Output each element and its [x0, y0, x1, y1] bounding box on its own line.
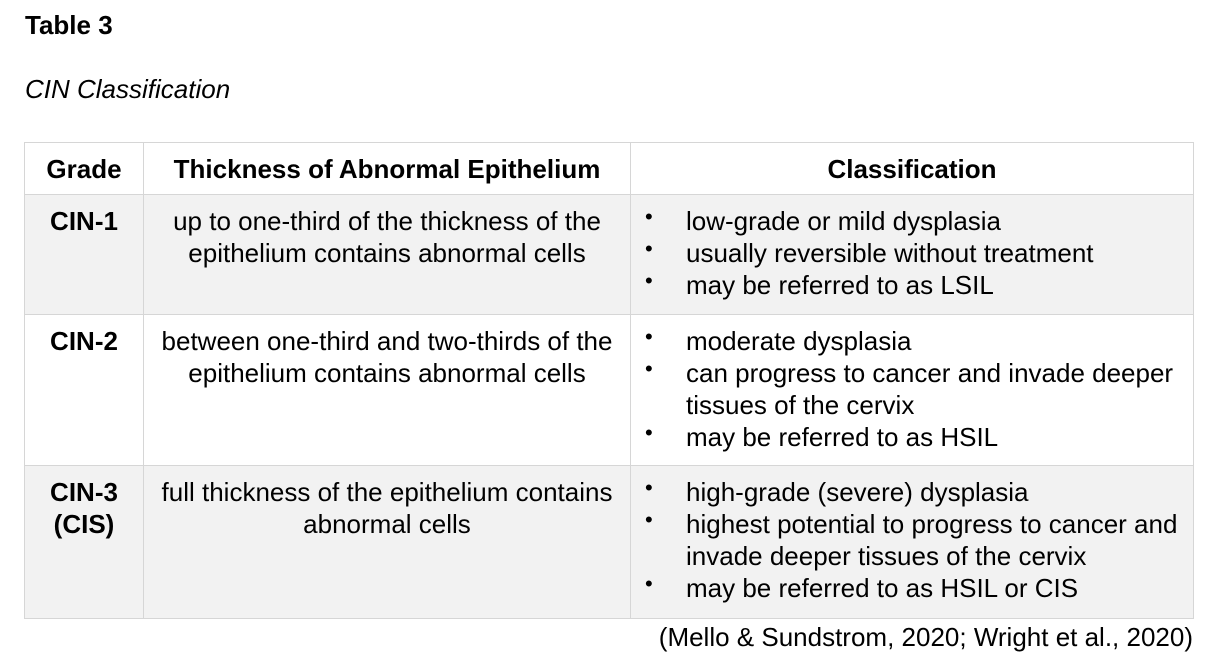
classification-text: may be referred to as LSIL: [686, 270, 994, 300]
table-title: CIN Classification: [25, 74, 231, 104]
classification-item: [639, 325, 1185, 357]
column-header-thickness: Thickness of Abnormal Epithelium: [144, 143, 631, 195]
bullet-icon: •: [645, 204, 653, 229]
bullet-icon: •: [645, 475, 653, 500]
bullet-icon: •: [645, 356, 653, 381]
grade-label: CIN-3: [50, 477, 118, 507]
classification-list: [639, 476, 1185, 604]
grade-cell: [25, 195, 144, 315]
classification-text: highest potential to progress to cancer and invade deeper tissues of the cervix: [686, 509, 1178, 571]
classification-cell: [631, 466, 1194, 619]
classification-text: may be referred to as HSIL or CIS: [686, 573, 1079, 603]
bullet-icon: •: [645, 324, 653, 349]
grade-cell: [25, 315, 144, 466]
classification-item: [639, 205, 1185, 237]
classification-list: [639, 325, 1185, 453]
classification-list: [639, 205, 1185, 301]
classification-item: [639, 237, 1185, 269]
bullet-icon: •: [645, 507, 653, 532]
classification-item: [639, 572, 1185, 604]
grade-label: CIN-2: [50, 326, 118, 356]
thickness-cell: full thickness of the epithelium contains abnormal cells: [144, 466, 631, 619]
table-row-cin-2: [25, 315, 1194, 466]
classification-text: may be referred to as HSIL: [686, 422, 999, 452]
thickness-cell: up to one-third of the thickness of the epithelium contains abnormal cells: [144, 195, 631, 315]
classification-item: [639, 269, 1185, 301]
citation: (Mello & Sundstrom, 2020; Wright et al., 2020): [658, 622, 1193, 652]
grade-cell: [25, 466, 144, 619]
grade-label: CIN-1: [50, 206, 118, 236]
bullet-icon: •: [645, 268, 653, 293]
grade-sublabel: (CIS): [53, 509, 115, 539]
cin-classification-table: [24, 142, 1194, 619]
bullet-icon: •: [645, 420, 653, 445]
table-row-cin-3: [25, 466, 1194, 619]
table-header-row: [25, 143, 1194, 195]
classification-cell: [631, 315, 1194, 466]
bullet-icon: •: [645, 571, 653, 596]
classification-item: [639, 357, 1185, 421]
classification-text: moderate dysplasia: [686, 326, 912, 356]
classification-text: can progress to cancer and invade deeper tissues of the cervix: [686, 358, 1174, 420]
classification-text: low-grade or mild dysplasia: [686, 206, 1002, 236]
table-row-cin-1: [25, 195, 1194, 315]
column-header-grade: Grade: [25, 143, 144, 195]
classification-text: high-grade (severe) dysplasia: [686, 477, 1029, 507]
classification-text: usually reversible without treatment: [686, 238, 1094, 268]
classification-item: [639, 421, 1185, 453]
classification-item: [639, 476, 1185, 508]
column-header-classification: Classification: [631, 143, 1194, 195]
classification-cell: [631, 195, 1194, 315]
thickness-cell: between one-third and two-thirds of the epithelium contains abnormal cells: [144, 315, 631, 466]
classification-item: [639, 508, 1185, 572]
bullet-icon: •: [645, 236, 653, 261]
table-label: Table 3: [25, 10, 113, 40]
